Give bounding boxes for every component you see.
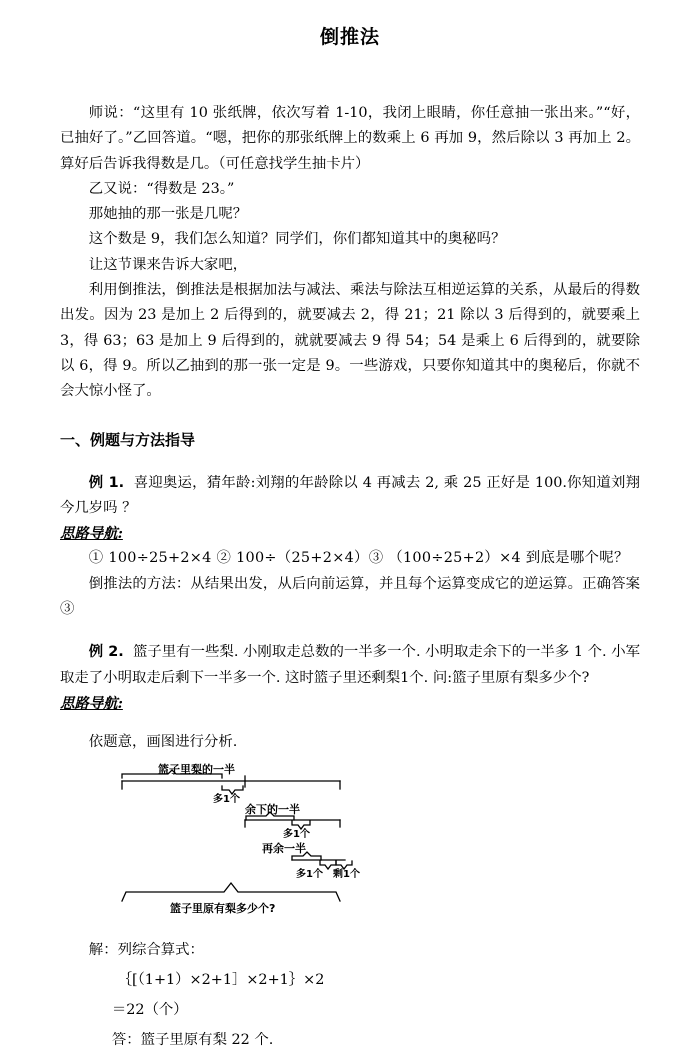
solution-line-3: ＝22（个）	[111, 1001, 188, 1018]
example-2-block	[60, 640, 640, 755]
intro-paragraph-5: 让这节课来告诉大家吧，	[88, 256, 248, 273]
diagram-label-half-rest: 余下的一半	[245, 802, 300, 816]
brace-left1	[336, 861, 352, 869]
solution-line-2: ｛[（1+1）×2+1］×2+1｝×2	[117, 971, 325, 988]
solution-line-4: 答：篮子里原有梨 22 个.	[111, 1031, 274, 1048]
diagram-label-more1-c: 多1个	[296, 868, 323, 880]
example-1-method: 倒推法的方法：从结果出发，从后向前运算，并且每个运算变成它的逆运算。正确答案③	[60, 575, 640, 618]
example-2-statement	[60, 640, 640, 691]
example-1-block	[60, 471, 640, 623]
intro-paragraph-6: 利用倒推法，倒推法是根据加法与减法、乘法与除法互相逆运算的关系，从最后的得数出发。因为 23 是加上 2 后得到的，就要减去 2，得 21；21 除以 3 后得到的，就要乘上 3，得 63；63 是加上 9 后得到的，就就要减去 9 得 54；54 是乘上 6 后得到的，就要除以 6，得 9。所以乙抽到的那一张一定是 9。一些游戏，只要你知道其中的奥秘后，你就不会大惊小怪了。	[60, 282, 640, 400]
intro-paragraph-3: 那她抽的那一张是几呢？	[88, 206, 248, 223]
brace-more1-b	[292, 821, 310, 829]
example-2-label: 例 2.	[88, 644, 124, 661]
diagram-label-more1-a: 多1个	[213, 793, 240, 805]
pear-bar-diagram	[0, 764, 700, 919]
intro-section	[60, 101, 640, 405]
brace-more1-c	[320, 861, 336, 869]
brace-question	[122, 883, 340, 901]
example-1-label: 例 1.	[88, 474, 125, 491]
diagram-label-question: 篮子里原有梨多少个?	[170, 901, 276, 915]
brace-more1-a	[222, 786, 243, 794]
diagram-label-left1: 剩1个	[333, 868, 360, 880]
diagram-label-more1-b: 多1个	[283, 828, 310, 840]
diagram-label-half-total: 篮子里梨的一半	[158, 762, 235, 776]
intro-paragraph-1: 师说：“这里有 10 张纸牌，依次写着 1-10，我闭上眼睛，你任意抽一张出来。”“好，已抽好了。”乙回答道。“嗯，把你的那张纸牌上的数乘上 6 再加 9，然后除以 3 再加上 2。算好后告诉我得数是几。（可任意找学生抽卡片）	[60, 105, 640, 172]
example-2-guide-label: 思路导航:	[60, 694, 123, 712]
example-1-statement	[60, 471, 640, 522]
page-title: 倒推法	[319, 26, 380, 48]
intro-paragraph-2: 乙又说：“得数是 23。”	[88, 180, 235, 197]
diagram-label-half-again: 再余一半	[262, 841, 306, 855]
example-1-guide-label: 思路导航:	[60, 525, 123, 543]
solution-line-1: 解：列综合算式：	[88, 941, 204, 958]
solution-block	[60, 935, 640, 1055]
example-2-text: 篮子里有一些梨. 小刚取走总数的一半多一个. 小明取走余下的一半多 1 个. 小军取走了小明取走后剩下一半多一个. 这时篮子里还剩梨1个. 问:篮子里原有梨多少个?	[60, 644, 640, 686]
section-heading-examples: 一、例题与方法指导	[60, 430, 196, 449]
example-1-text: 喜迎奥运，猜年龄:刘翔的年龄除以 4 再减去 2, 乘 25 正好是 100.你知道刘翔今几岁吗 ？	[60, 474, 640, 516]
example-1-formula-options: ① 100÷25+2×4 ② 100÷（25+2×4）③ （100÷25+2）×4 到底是哪个呢？	[88, 550, 629, 567]
intro-paragraph-4: 这个数是 9，我们怎么知道？同学们，你们都知道其中的奥秘吗？	[88, 231, 506, 248]
diagram-svg	[0, 764, 700, 919]
example-2-analysis: 依题意，画图进行分析.	[88, 734, 238, 751]
